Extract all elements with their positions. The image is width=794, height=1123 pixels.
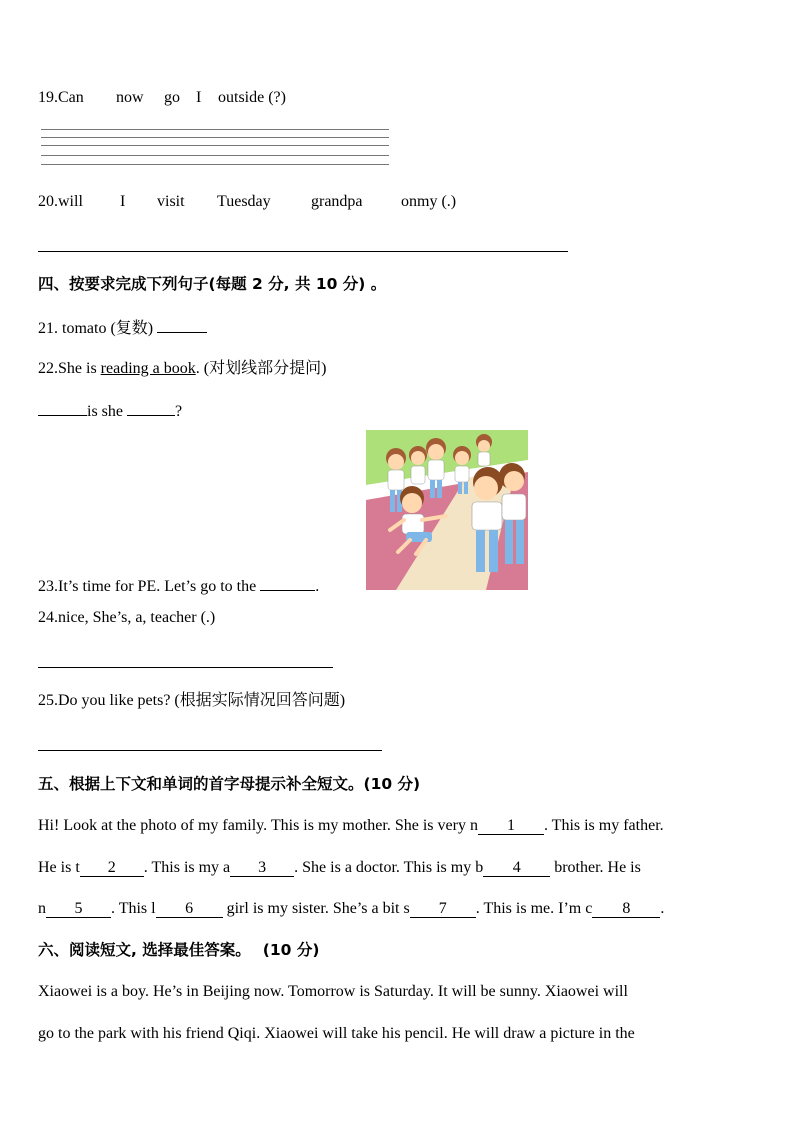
passage-5-text: n bbox=[38, 900, 46, 917]
q22-blank-2[interactable] bbox=[127, 400, 175, 416]
q19-word-4: I bbox=[196, 89, 202, 106]
passage-6-line-2: go to the park with his friend Qiqi. Xiaowei will take his pencil. He will draw a picture in the bbox=[38, 1025, 635, 1042]
q22-answer-line bbox=[38, 400, 182, 422]
q19-word-2: now bbox=[116, 89, 144, 106]
blank-1[interactable]: 1 bbox=[478, 818, 544, 835]
q24-text: nice, She’s, a, teacher (.) bbox=[58, 609, 216, 626]
q20-answer-line[interactable] bbox=[38, 251, 568, 252]
section-6-header bbox=[38, 940, 319, 961]
blank-3[interactable]: 3 bbox=[230, 860, 294, 877]
blank-5[interactable]: 5 bbox=[46, 901, 111, 918]
q20-word-4: Tuesday bbox=[217, 193, 271, 210]
q25-answer-line[interactable] bbox=[38, 750, 382, 751]
q24-number: 24. bbox=[38, 609, 58, 626]
q22-before: She is bbox=[58, 360, 101, 377]
passage-5-text: . She is a doctor. This is my b bbox=[294, 859, 484, 876]
q20-number: 20. bbox=[38, 193, 58, 210]
q22-blank-1[interactable] bbox=[38, 400, 87, 416]
q22-after: . (对划线部分提问) bbox=[195, 360, 327, 377]
blank-8[interactable]: 8 bbox=[592, 901, 660, 918]
section-6-title: 六、阅读短文, 选择最佳答案。 bbox=[38, 941, 251, 959]
q22-answer-mid: is she bbox=[87, 403, 127, 420]
q19-word-3: go bbox=[164, 89, 180, 106]
q19-word-1: Can bbox=[58, 89, 84, 106]
passage-5-text: . This l bbox=[111, 900, 156, 917]
passage-5-line-3 bbox=[38, 899, 664, 919]
q25-number: 25. bbox=[38, 692, 58, 709]
question-19 bbox=[38, 88, 286, 108]
blank-2[interactable]: 2 bbox=[80, 860, 144, 877]
question-20 bbox=[38, 192, 456, 212]
q22-underlined: reading a book bbox=[100, 360, 196, 377]
q20-word-6: onmy (.) bbox=[401, 193, 457, 210]
passage-5-text: Hi! Look at the photo of my family. This is my mother. She is very n bbox=[38, 817, 478, 834]
q25-text: Do you like pets? (根据实际情况回答问题) bbox=[58, 692, 346, 709]
q23-answer-blank[interactable] bbox=[260, 575, 315, 591]
passage-5-line-2 bbox=[38, 858, 641, 878]
q20-word-3: visit bbox=[157, 193, 185, 210]
q21-text: tomato (复数) bbox=[58, 320, 154, 337]
section-5-title: 五、根据上下文和单词的首字母提示补全短文。(10 分) bbox=[38, 775, 421, 793]
q23-number: 23. bbox=[38, 578, 58, 595]
q22-answer-end: ? bbox=[175, 403, 183, 420]
blank-4[interactable]: 4 bbox=[483, 860, 550, 877]
q21-answer-blank[interactable] bbox=[157, 317, 207, 333]
q21-number: 21. bbox=[38, 320, 58, 337]
passage-5-text: . This is my father. bbox=[543, 817, 664, 834]
passage-5-text: brother. He is bbox=[550, 859, 641, 876]
passage-5-text: girl is my sister. She’s a bit s bbox=[222, 900, 410, 917]
section-6-score: (10 分) bbox=[262, 941, 320, 959]
q20-word-5: grandpa bbox=[311, 193, 363, 210]
q20-word-2: I bbox=[120, 193, 126, 210]
passage-5-text: . This is me. I’m c bbox=[475, 900, 593, 917]
question-25 bbox=[38, 691, 345, 711]
q20-word-1: will bbox=[58, 193, 83, 210]
blank-7[interactable]: 7 bbox=[410, 901, 476, 918]
q24-answer-line[interactable] bbox=[38, 667, 333, 668]
q19-number: 19. bbox=[38, 89, 58, 106]
passage-5-text: . This is my a bbox=[143, 859, 231, 876]
passage-5-text: He is t bbox=[38, 859, 80, 876]
q23-text: It’s time for PE. Let’s go to the bbox=[58, 578, 261, 595]
question-24 bbox=[38, 608, 215, 628]
q23-end: . bbox=[315, 578, 320, 595]
question-21 bbox=[38, 317, 207, 339]
passage-5-line-1 bbox=[38, 816, 664, 836]
section-4-title: 四、按要求完成下列句子(每题 2 分, 共 10 分) 。 bbox=[38, 275, 387, 293]
pe-class-illustration bbox=[366, 430, 528, 590]
question-23 bbox=[38, 575, 319, 597]
passage-5-text: . bbox=[660, 900, 665, 917]
passage-6-line-1: Xiaowei is a boy. He’s in Beijing now. Tomorrow is Saturday. It will be sunny. Xiaowei will bbox=[38, 983, 628, 1000]
question-22 bbox=[38, 359, 326, 379]
blank-6[interactable]: 6 bbox=[156, 901, 223, 918]
q19-word-5: outside (?) bbox=[218, 89, 286, 106]
q22-number: 22. bbox=[38, 360, 58, 377]
